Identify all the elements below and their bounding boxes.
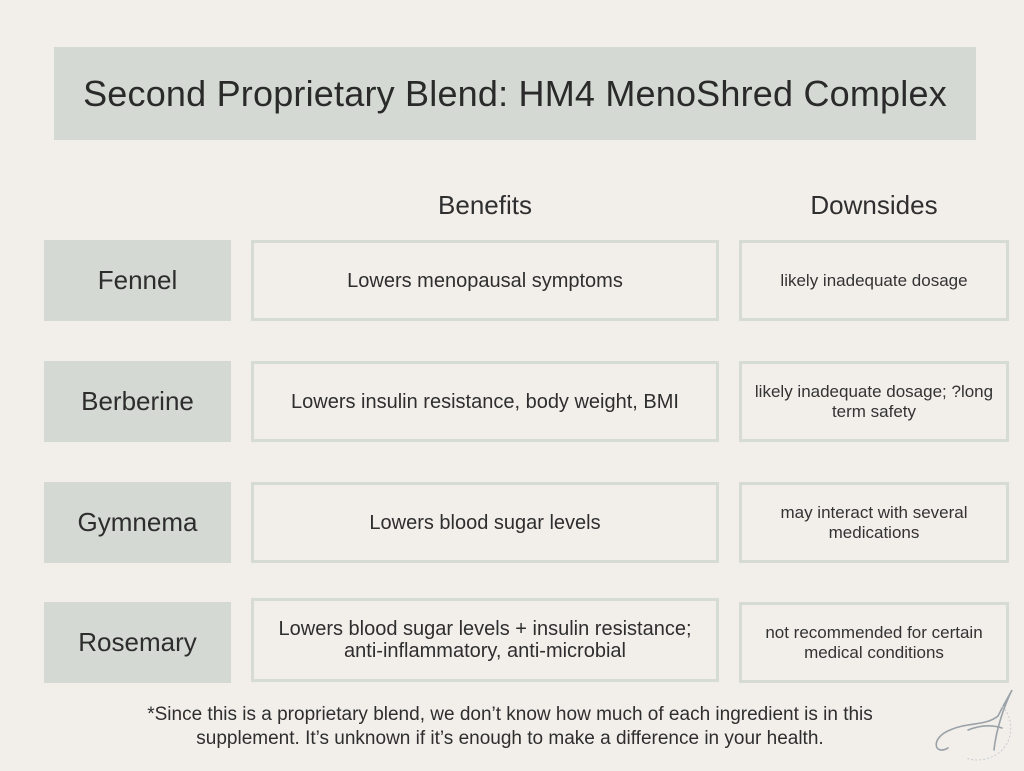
footnote: *Since this is a proprietary blend, we don’t know how much of each ingredient is in this supplement. It’s unknown if it’s enough to make a difference in your health. xyxy=(147,704,873,749)
page-title: Second Proprietary Blend: HM4 MenoShred Complex xyxy=(83,72,947,114)
column-header-downsides: Downsides xyxy=(810,190,938,220)
downside-cell: may interact with several medications xyxy=(739,482,1009,563)
ingredient-label: Gymnema xyxy=(44,482,231,563)
downside-cell: likely inadequate dosage xyxy=(739,240,1009,321)
benefit-cell: Lowers insulin resistance, body weight, BMI xyxy=(251,361,719,442)
downside-cell: likely inadequate dosage; ?long term safety xyxy=(739,361,1009,442)
column-header-benefits: Benefits xyxy=(438,190,532,220)
ingredient-label: Berberine xyxy=(44,361,231,442)
benefit-cell: Lowers menopausal symptoms xyxy=(251,240,719,321)
ingredient-label: Fennel xyxy=(44,240,231,321)
benefit-cell: Lowers blood sugar levels + insulin resistance; anti-inflammatory, anti-microbial xyxy=(251,598,719,682)
ingredient-label: Rosemary xyxy=(44,602,231,683)
downside-cell: not recommended for certain medical conditions xyxy=(739,602,1009,683)
title-banner xyxy=(54,47,976,140)
script-a-logo-icon xyxy=(928,686,1020,766)
benefit-cell: Lowers blood sugar levels xyxy=(251,482,719,563)
